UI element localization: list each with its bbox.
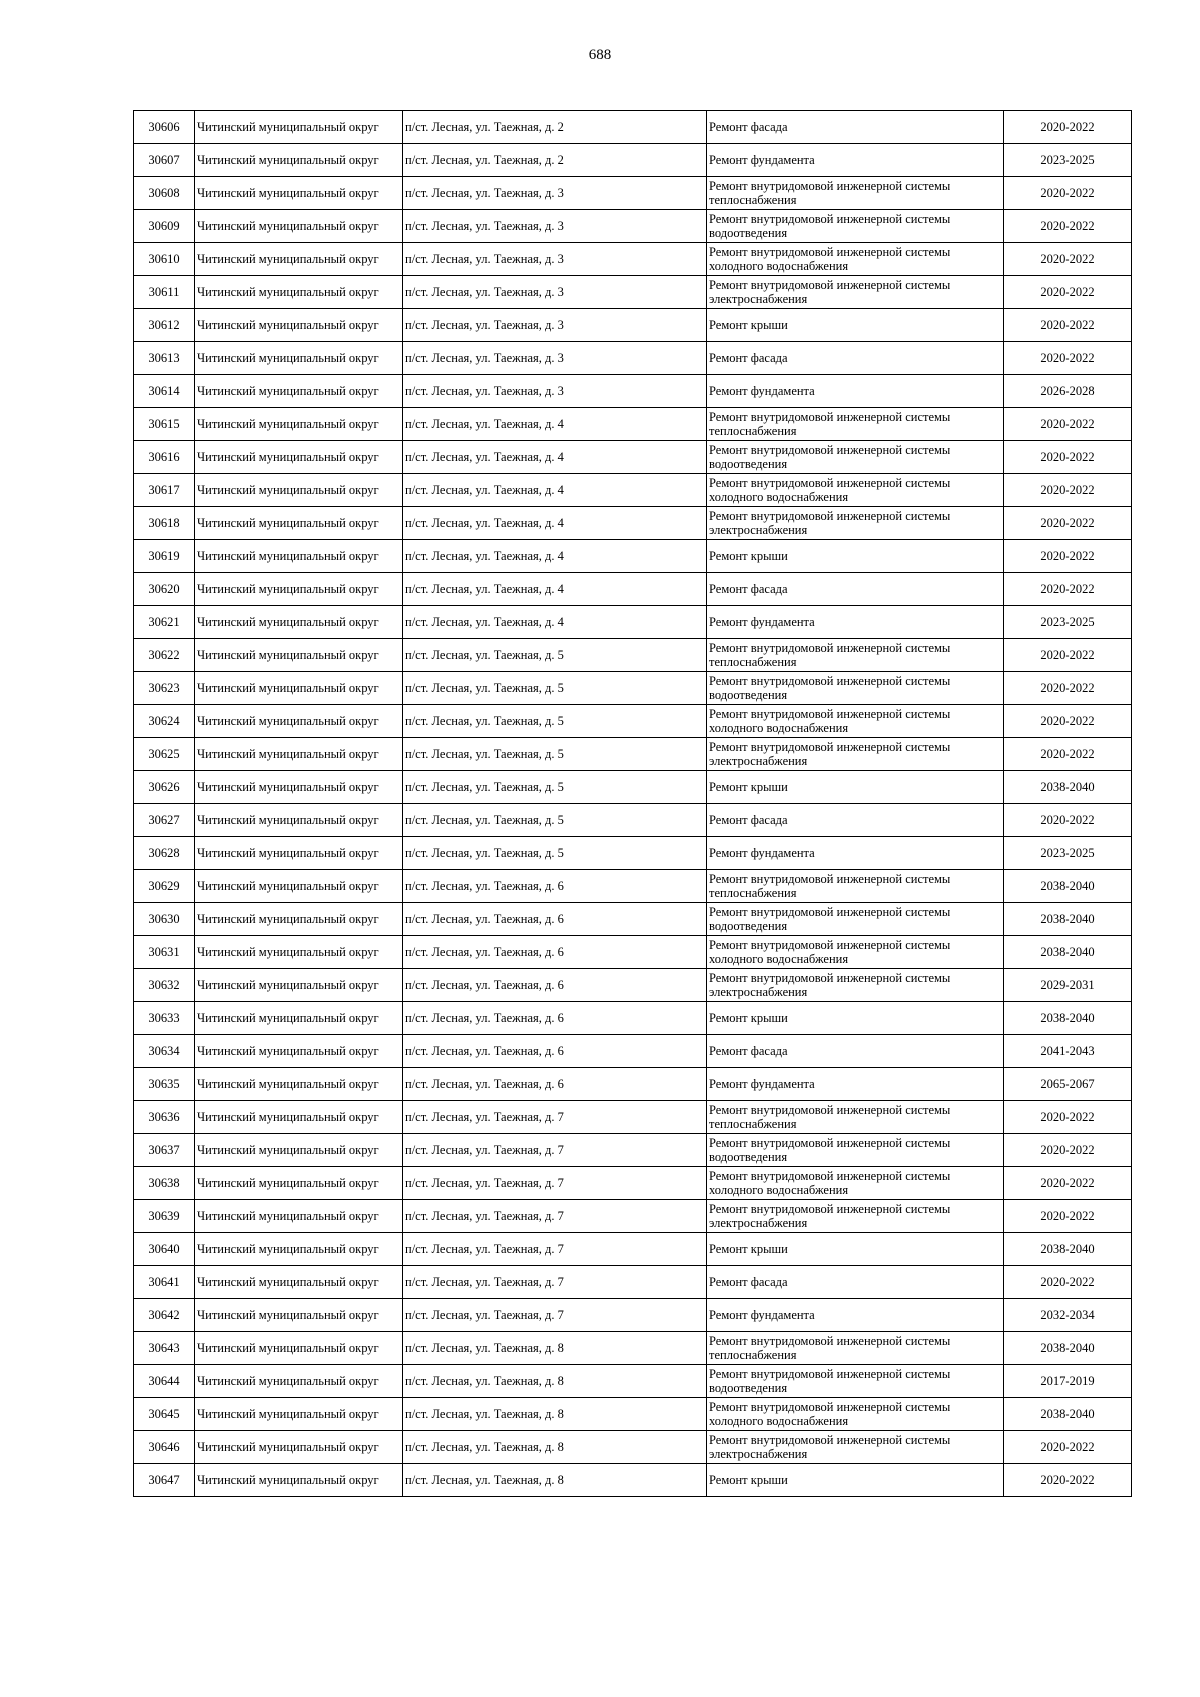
cell-work-type: Ремонт внутридомовой инженерной системы холодного водоснабжения <box>707 243 1004 276</box>
cell-period: 2020-2022 <box>1004 408 1132 441</box>
cell-municipality: Читинский муниципальный округ <box>195 1200 403 1233</box>
cell-work-type: Ремонт фасада <box>707 342 1004 375</box>
cell-address: п/ст. Лесная, ул. Таежная, д. 6 <box>403 936 707 969</box>
cell-work-type: Ремонт крыши <box>707 771 1004 804</box>
cell-period: 2020-2022 <box>1004 639 1132 672</box>
cell-address: п/ст. Лесная, ул. Таежная, д. 5 <box>403 672 707 705</box>
cell-address: п/ст. Лесная, ул. Таежная, д. 7 <box>403 1233 707 1266</box>
cell-id: 30631 <box>134 936 195 969</box>
cell-address: п/ст. Лесная, ул. Таежная, д. 3 <box>403 309 707 342</box>
table-row <box>134 177 1132 210</box>
cell-period: 2020-2022 <box>1004 309 1132 342</box>
cell-municipality: Читинский муниципальный округ <box>195 903 403 936</box>
cell-id: 30613 <box>134 342 195 375</box>
cell-period: 2020-2022 <box>1004 1431 1132 1464</box>
cell-period: 2020-2022 <box>1004 1134 1132 1167</box>
cell-address: п/ст. Лесная, ул. Таежная, д. 2 <box>403 111 707 144</box>
cell-work-type: Ремонт внутридомовой инженерной системы холодного водоснабжения <box>707 705 1004 738</box>
cell-id: 30612 <box>134 309 195 342</box>
cell-address: п/ст. Лесная, ул. Таежная, д. 7 <box>403 1200 707 1233</box>
table-row <box>134 639 1132 672</box>
cell-address: п/ст. Лесная, ул. Таежная, д. 5 <box>403 771 707 804</box>
cell-period: 2020-2022 <box>1004 441 1132 474</box>
cell-work-type: Ремонт внутридомовой инженерной системы теплоснабжения <box>707 1332 1004 1365</box>
cell-period: 2020-2022 <box>1004 672 1132 705</box>
cell-id: 30634 <box>134 1035 195 1068</box>
cell-id: 30623 <box>134 672 195 705</box>
cell-id: 30636 <box>134 1101 195 1134</box>
cell-municipality: Читинский муниципальный округ <box>195 276 403 309</box>
cell-municipality: Читинский муниципальный округ <box>195 738 403 771</box>
table-row <box>134 1200 1132 1233</box>
cell-period: 2029-2031 <box>1004 969 1132 1002</box>
cell-address: п/ст. Лесная, ул. Таежная, д. 7 <box>403 1266 707 1299</box>
cell-address: п/ст. Лесная, ул. Таежная, д. 5 <box>403 639 707 672</box>
cell-work-type: Ремонт внутридомовой инженерной системы водоотведения <box>707 903 1004 936</box>
cell-id: 30618 <box>134 507 195 540</box>
cell-work-type: Ремонт фундамента <box>707 375 1004 408</box>
cell-period: 2023-2025 <box>1004 606 1132 639</box>
cell-id: 30607 <box>134 144 195 177</box>
cell-address: п/ст. Лесная, ул. Таежная, д. 5 <box>403 705 707 738</box>
cell-period: 2038-2040 <box>1004 903 1132 936</box>
cell-municipality: Читинский муниципальный округ <box>195 1068 403 1101</box>
cell-work-type: Ремонт крыши <box>707 1464 1004 1497</box>
table-row <box>134 474 1132 507</box>
cell-municipality: Читинский муниципальный округ <box>195 540 403 573</box>
cell-municipality: Читинский муниципальный округ <box>195 474 403 507</box>
cell-municipality: Читинский муниципальный округ <box>195 771 403 804</box>
cell-municipality: Читинский муниципальный округ <box>195 507 403 540</box>
table-row <box>134 837 1132 870</box>
cell-work-type: Ремонт фундамента <box>707 606 1004 639</box>
cell-municipality: Читинский муниципальный округ <box>195 705 403 738</box>
cell-work-type: Ремонт внутридомовой инженерной системы водоотведения <box>707 672 1004 705</box>
cell-municipality: Читинский муниципальный округ <box>195 408 403 441</box>
cell-period: 2020-2022 <box>1004 705 1132 738</box>
cell-work-type: Ремонт внутридомовой инженерной системы теплоснабжения <box>707 639 1004 672</box>
table-row <box>134 276 1132 309</box>
cell-period: 2020-2022 <box>1004 1464 1132 1497</box>
cell-municipality: Читинский муниципальный округ <box>195 1398 403 1431</box>
cell-address: п/ст. Лесная, ул. Таежная, д. 7 <box>403 1299 707 1332</box>
cell-address: п/ст. Лесная, ул. Таежная, д. 7 <box>403 1134 707 1167</box>
cell-period: 2032-2034 <box>1004 1299 1132 1332</box>
cell-address: п/ст. Лесная, ул. Таежная, д. 4 <box>403 474 707 507</box>
cell-address: п/ст. Лесная, ул. Таежная, д. 8 <box>403 1332 707 1365</box>
cell-period: 2065-2067 <box>1004 1068 1132 1101</box>
cell-address: п/ст. Лесная, ул. Таежная, д. 6 <box>403 1002 707 1035</box>
table-row <box>134 804 1132 837</box>
cell-work-type: Ремонт внутридомовой инженерной системы теплоснабжения <box>707 870 1004 903</box>
cell-address: п/ст. Лесная, ул. Таежная, д. 8 <box>403 1398 707 1431</box>
cell-id: 30641 <box>134 1266 195 1299</box>
cell-municipality: Читинский муниципальный округ <box>195 804 403 837</box>
table-row <box>134 408 1132 441</box>
table-row <box>134 441 1132 474</box>
cell-id: 30632 <box>134 969 195 1002</box>
cell-address: п/ст. Лесная, ул. Таежная, д. 8 <box>403 1365 707 1398</box>
cell-address: п/ст. Лесная, ул. Таежная, д. 3 <box>403 243 707 276</box>
table-row <box>134 342 1132 375</box>
cell-id: 30619 <box>134 540 195 573</box>
cell-work-type: Ремонт внутридомовой инженерной системы водоотведения <box>707 1134 1004 1167</box>
cell-municipality: Читинский муниципальный округ <box>195 144 403 177</box>
cell-period: 2020-2022 <box>1004 507 1132 540</box>
table-row <box>134 243 1132 276</box>
cell-period: 2020-2022 <box>1004 111 1132 144</box>
cell-municipality: Читинский муниципальный округ <box>195 1299 403 1332</box>
cell-id: 30633 <box>134 1002 195 1035</box>
cell-municipality: Читинский муниципальный округ <box>195 243 403 276</box>
cell-municipality: Читинский муниципальный округ <box>195 870 403 903</box>
cell-period: 2020-2022 <box>1004 1167 1132 1200</box>
cell-id: 30645 <box>134 1398 195 1431</box>
cell-id: 30622 <box>134 639 195 672</box>
cell-id: 30635 <box>134 1068 195 1101</box>
cell-id: 30608 <box>134 177 195 210</box>
cell-work-type: Ремонт крыши <box>707 1233 1004 1266</box>
cell-work-type: Ремонт фасада <box>707 573 1004 606</box>
table-row <box>134 870 1132 903</box>
table-row <box>134 309 1132 342</box>
cell-work-type: Ремонт внутридомовой инженерной системы холодного водоснабжения <box>707 936 1004 969</box>
cell-work-type: Ремонт фасада <box>707 1266 1004 1299</box>
cell-work-type: Ремонт крыши <box>707 309 1004 342</box>
cell-address: п/ст. Лесная, ул. Таежная, д. 3 <box>403 210 707 243</box>
cell-period: 2038-2040 <box>1004 870 1132 903</box>
cell-work-type: Ремонт крыши <box>707 1002 1004 1035</box>
cell-id: 30620 <box>134 573 195 606</box>
cell-address: п/ст. Лесная, ул. Таежная, д. 6 <box>403 903 707 936</box>
cell-address: п/ст. Лесная, ул. Таежная, д. 4 <box>403 408 707 441</box>
cell-municipality: Читинский муниципальный округ <box>195 639 403 672</box>
cell-id: 30611 <box>134 276 195 309</box>
cell-id: 30626 <box>134 771 195 804</box>
cell-period: 2020-2022 <box>1004 738 1132 771</box>
cell-address: п/ст. Лесная, ул. Таежная, д. 7 <box>403 1167 707 1200</box>
cell-address: п/ст. Лесная, ул. Таежная, д. 3 <box>403 276 707 309</box>
cell-work-type: Ремонт внутридомовой инженерной системы водоотведения <box>707 441 1004 474</box>
cell-work-type: Ремонт внутридомовой инженерной системы холодного водоснабжения <box>707 1167 1004 1200</box>
cell-municipality: Читинский муниципальный округ <box>195 1167 403 1200</box>
cell-id: 30647 <box>134 1464 195 1497</box>
cell-municipality: Читинский муниципальный округ <box>195 1134 403 1167</box>
table-row <box>134 672 1132 705</box>
cell-municipality: Читинский муниципальный округ <box>195 441 403 474</box>
table-row <box>134 705 1132 738</box>
cell-id: 30624 <box>134 705 195 738</box>
cell-municipality: Читинский муниципальный округ <box>195 573 403 606</box>
table-row <box>134 1233 1132 1266</box>
cell-period: 2017-2019 <box>1004 1365 1132 1398</box>
cell-address: п/ст. Лесная, ул. Таежная, д. 3 <box>403 342 707 375</box>
cell-municipality: Читинский муниципальный округ <box>195 1464 403 1497</box>
cell-period: 2020-2022 <box>1004 276 1132 309</box>
table-row <box>134 1035 1132 1068</box>
cell-work-type: Ремонт внутридомовой инженерной системы холодного водоснабжения <box>707 474 1004 507</box>
cell-id: 30644 <box>134 1365 195 1398</box>
cell-address: п/ст. Лесная, ул. Таежная, д. 6 <box>403 969 707 1002</box>
cell-id: 30628 <box>134 837 195 870</box>
table-row <box>134 573 1132 606</box>
cell-work-type: Ремонт внутридомовой инженерной системы водоотведения <box>707 210 1004 243</box>
cell-municipality: Читинский муниципальный округ <box>195 177 403 210</box>
cell-id: 30617 <box>134 474 195 507</box>
table-row <box>134 1299 1132 1332</box>
cell-period: 2020-2022 <box>1004 177 1132 210</box>
cell-period: 2020-2022 <box>1004 1101 1132 1134</box>
table-row <box>134 540 1132 573</box>
table-row <box>134 1167 1132 1200</box>
cell-id: 30627 <box>134 804 195 837</box>
cell-address: п/ст. Лесная, ул. Таежная, д. 4 <box>403 573 707 606</box>
cell-id: 30616 <box>134 441 195 474</box>
cell-address: п/ст. Лесная, ул. Таежная, д. 3 <box>403 375 707 408</box>
cell-period: 2038-2040 <box>1004 1332 1132 1365</box>
cell-work-type: Ремонт внутридомовой инженерной системы электроснабжения <box>707 738 1004 771</box>
cell-address: п/ст. Лесная, ул. Таежная, д. 5 <box>403 804 707 837</box>
cell-address: п/ст. Лесная, ул. Таежная, д. 5 <box>403 837 707 870</box>
table-row <box>134 771 1132 804</box>
cell-id: 30614 <box>134 375 195 408</box>
cell-address: п/ст. Лесная, ул. Таежная, д. 6 <box>403 870 707 903</box>
cell-period: 2020-2022 <box>1004 1266 1132 1299</box>
table-row <box>134 903 1132 936</box>
cell-period: 2038-2040 <box>1004 771 1132 804</box>
cell-period: 2038-2040 <box>1004 1002 1132 1035</box>
cell-address: п/ст. Лесная, ул. Таежная, д. 5 <box>403 738 707 771</box>
table-row <box>134 1134 1132 1167</box>
repair-schedule-table <box>133 110 1132 1497</box>
cell-period: 2020-2022 <box>1004 474 1132 507</box>
cell-address: п/ст. Лесная, ул. Таежная, д. 4 <box>403 441 707 474</box>
cell-address: п/ст. Лесная, ул. Таежная, д. 4 <box>403 507 707 540</box>
cell-id: 30629 <box>134 870 195 903</box>
cell-work-type: Ремонт внутридомовой инженерной системы теплоснабжения <box>707 177 1004 210</box>
table-row <box>134 969 1132 1002</box>
cell-id: 30609 <box>134 210 195 243</box>
cell-id: 30625 <box>134 738 195 771</box>
cell-work-type: Ремонт внутридомовой инженерной системы теплоснабжения <box>707 1101 1004 1134</box>
cell-work-type: Ремонт внутридомовой инженерной системы водоотведения <box>707 1365 1004 1398</box>
cell-work-type: Ремонт фундамента <box>707 1299 1004 1332</box>
cell-municipality: Читинский муниципальный округ <box>195 1035 403 1068</box>
table-row <box>134 111 1132 144</box>
cell-work-type: Ремонт внутридомовой инженерной системы электроснабжения <box>707 969 1004 1002</box>
cell-work-type: Ремонт фасада <box>707 804 1004 837</box>
cell-id: 30621 <box>134 606 195 639</box>
cell-municipality: Читинский муниципальный округ <box>195 1332 403 1365</box>
cell-work-type: Ремонт внутридомовой инженерной системы теплоснабжения <box>707 408 1004 441</box>
cell-work-type: Ремонт внутридомовой инженерной системы холодного водоснабжения <box>707 1398 1004 1431</box>
cell-municipality: Читинский муниципальный округ <box>195 1431 403 1464</box>
cell-id: 30637 <box>134 1134 195 1167</box>
table-row <box>134 936 1132 969</box>
cell-id: 30642 <box>134 1299 195 1332</box>
cell-period: 2020-2022 <box>1004 540 1132 573</box>
cell-work-type: Ремонт внутридомовой инженерной системы электроснабжения <box>707 507 1004 540</box>
cell-id: 30640 <box>134 1233 195 1266</box>
table-row <box>134 144 1132 177</box>
table-row <box>134 1101 1132 1134</box>
cell-municipality: Читинский муниципальный округ <box>195 672 403 705</box>
cell-municipality: Читинский муниципальный округ <box>195 342 403 375</box>
cell-period: 2020-2022 <box>1004 573 1132 606</box>
cell-work-type: Ремонт внутридомовой инженерной системы электроснабжения <box>707 1200 1004 1233</box>
table-row <box>134 1002 1132 1035</box>
cell-address: п/ст. Лесная, ул. Таежная, д. 6 <box>403 1068 707 1101</box>
table-row <box>134 1332 1132 1365</box>
cell-municipality: Читинский муниципальный округ <box>195 1101 403 1134</box>
cell-period: 2023-2025 <box>1004 144 1132 177</box>
cell-municipality: Читинский муниципальный округ <box>195 1266 403 1299</box>
cell-period: 2020-2022 <box>1004 804 1132 837</box>
cell-municipality: Читинский муниципальный округ <box>195 1365 403 1398</box>
cell-municipality: Читинский муниципальный округ <box>195 936 403 969</box>
cell-municipality: Читинский муниципальный округ <box>195 1233 403 1266</box>
cell-id: 30606 <box>134 111 195 144</box>
cell-municipality: Читинский муниципальный округ <box>195 1002 403 1035</box>
table-row <box>134 1068 1132 1101</box>
cell-address: п/ст. Лесная, ул. Таежная, д. 7 <box>403 1101 707 1134</box>
cell-period: 2038-2040 <box>1004 1233 1132 1266</box>
cell-address: п/ст. Лесная, ул. Таежная, д. 2 <box>403 144 707 177</box>
cell-address: п/ст. Лесная, ул. Таежная, д. 6 <box>403 1035 707 1068</box>
cell-work-type: Ремонт фундамента <box>707 1068 1004 1101</box>
cell-id: 30615 <box>134 408 195 441</box>
table-row <box>134 375 1132 408</box>
cell-id: 30638 <box>134 1167 195 1200</box>
cell-address: п/ст. Лесная, ул. Таежная, д. 8 <box>403 1431 707 1464</box>
cell-period: 2041-2043 <box>1004 1035 1132 1068</box>
cell-work-type: Ремонт внутридомовой инженерной системы электроснабжения <box>707 1431 1004 1464</box>
cell-work-type: Ремонт фасада <box>707 1035 1004 1068</box>
table-row <box>134 738 1132 771</box>
cell-id: 30630 <box>134 903 195 936</box>
cell-id: 30639 <box>134 1200 195 1233</box>
cell-municipality: Читинский муниципальный округ <box>195 210 403 243</box>
cell-municipality: Читинский муниципальный округ <box>195 606 403 639</box>
cell-period: 2020-2022 <box>1004 1200 1132 1233</box>
cell-id: 30643 <box>134 1332 195 1365</box>
cell-period: 2023-2025 <box>1004 837 1132 870</box>
table-row <box>134 606 1132 639</box>
table-row <box>134 1464 1132 1497</box>
cell-address: п/ст. Лесная, ул. Таежная, д. 3 <box>403 177 707 210</box>
cell-work-type: Ремонт фундамента <box>707 144 1004 177</box>
cell-municipality: Читинский муниципальный округ <box>195 837 403 870</box>
table-body <box>134 111 1132 1497</box>
cell-municipality: Читинский муниципальный округ <box>195 375 403 408</box>
cell-address: п/ст. Лесная, ул. Таежная, д. 8 <box>403 1464 707 1497</box>
cell-address: п/ст. Лесная, ул. Таежная, д. 4 <box>403 606 707 639</box>
cell-period: 2020-2022 <box>1004 342 1132 375</box>
cell-address: п/ст. Лесная, ул. Таежная, д. 4 <box>403 540 707 573</box>
table-row <box>134 1398 1132 1431</box>
page-number: 688 <box>588 47 612 63</box>
cell-municipality: Читинский муниципальный округ <box>195 969 403 1002</box>
cell-municipality: Читинский муниципальный округ <box>195 111 403 144</box>
cell-period: 2020-2022 <box>1004 243 1132 276</box>
table-row <box>134 507 1132 540</box>
table-row <box>134 1365 1132 1398</box>
table-row <box>134 1266 1132 1299</box>
cell-period: 2038-2040 <box>1004 1398 1132 1431</box>
cell-work-type: Ремонт фундамента <box>707 837 1004 870</box>
cell-period: 2026-2028 <box>1004 375 1132 408</box>
table-row <box>134 1431 1132 1464</box>
cell-id: 30610 <box>134 243 195 276</box>
cell-period: 2020-2022 <box>1004 210 1132 243</box>
cell-work-type: Ремонт крыши <box>707 540 1004 573</box>
cell-period: 2038-2040 <box>1004 936 1132 969</box>
cell-work-type: Ремонт фасада <box>707 111 1004 144</box>
table-row <box>134 210 1132 243</box>
cell-work-type: Ремонт внутридомовой инженерной системы электроснабжения <box>707 276 1004 309</box>
cell-id: 30646 <box>134 1431 195 1464</box>
cell-municipality: Читинский муниципальный округ <box>195 309 403 342</box>
